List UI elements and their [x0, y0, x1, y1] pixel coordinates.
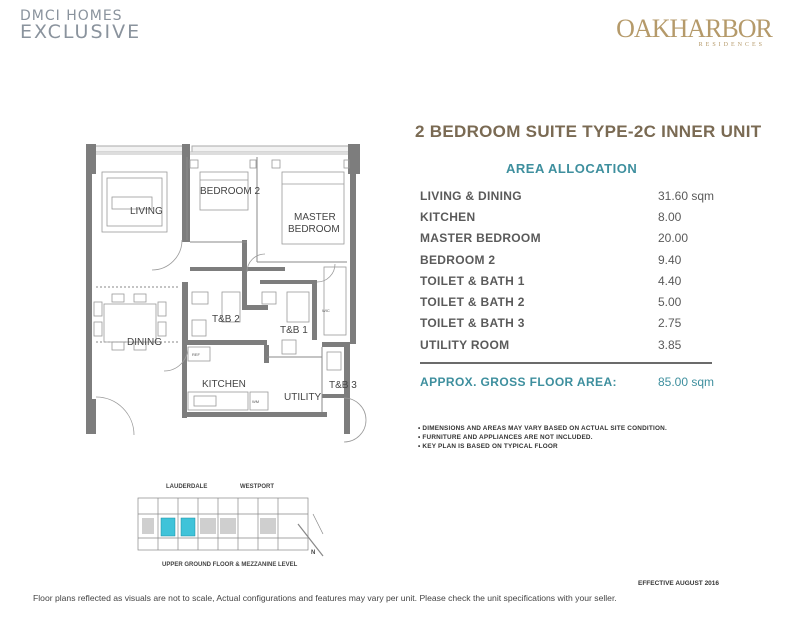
- gross-floor-area-label: APPROX. GROSS FLOOR AREA:: [420, 375, 617, 389]
- plan-label-ref: REF: [192, 352, 200, 357]
- area-row: [420, 228, 720, 249]
- keyplan-level-label: UPPER GROUND FLOOR & MEZZANINE LEVEL: [162, 562, 298, 568]
- plan-label-kitchen: KITCHEN: [202, 379, 246, 390]
- key-plan: [128, 472, 328, 572]
- keyplan-unit-highlight: [161, 518, 175, 536]
- area-row: [420, 270, 720, 291]
- footer-disclaimer: Floor plans reflected as visuals are not to scale, Actual configurations and features may vary per unit. Please check the unit specifications with your seller.: [33, 593, 617, 603]
- unit-title: 2 BEDROOM SUITE TYPE-2C INNER UNIT: [415, 122, 762, 141]
- area-row: [420, 291, 720, 312]
- area-value: 3.85: [658, 337, 682, 352]
- area-row: [420, 206, 720, 227]
- plan-label-bedroom2: BEDROOM 2: [200, 186, 261, 197]
- note-item: • KEY PLAN IS BASED ON TYPICAL FLOOR: [418, 443, 558, 450]
- plan-label-dining: DINING: [127, 337, 162, 348]
- area-row: [420, 249, 720, 270]
- dmci-logo-line2: EXCLUSIVE: [20, 21, 142, 43]
- area-allocation-heading: AREA ALLOCATION: [506, 161, 638, 176]
- area-label: KITCHEN: [420, 209, 476, 224]
- area-label: LIVING & DINING: [420, 188, 522, 203]
- plan-label-master-line2: BEDROOM: [288, 224, 340, 235]
- plan-label-tb1: T&B 1: [280, 325, 308, 336]
- north-arrow-icon: N: [311, 550, 316, 556]
- plan-label-utility: UTILITY: [284, 392, 322, 403]
- area-label: UTILITY ROOM: [420, 337, 510, 352]
- table-divider: [420, 362, 712, 364]
- oakharbor-logo-sub: RESIDENCES: [698, 42, 765, 48]
- keyplan-label-lauderdale: LAUDERDALE: [166, 484, 208, 490]
- oakharbor-logo-main: OAKHARBOR: [616, 14, 772, 43]
- area-label: TOILET & BATH 2: [420, 295, 525, 310]
- keyplan-unit-highlight: [181, 518, 195, 536]
- area-value: 5.00: [658, 295, 682, 310]
- note-item: • DIMENSIONS AND AREAS MAY VARY BASED ON ACTUAL SITE CONDITION.: [418, 425, 667, 432]
- floor-plan: [82, 142, 368, 446]
- area-label: BEDROOM 2: [420, 252, 496, 267]
- gross-floor-area: [420, 375, 720, 389]
- effective-date: EFFECTIVE AUGUST 2016: [638, 580, 720, 587]
- area-label: MASTER BEDROOM: [420, 231, 541, 246]
- area-label: TOILET & BATH 1: [420, 273, 525, 288]
- note-item: • FURNITURE AND APPLIANCES ARE NOT INCLUDED.: [418, 434, 593, 441]
- plan-label-wm: WM: [252, 399, 260, 404]
- area-allocation-table: [420, 185, 720, 355]
- area-value: 8.00: [658, 209, 682, 224]
- gross-floor-area-value: 85.00 sqm: [658, 375, 715, 389]
- plan-label-tb2: T&B 2: [212, 314, 240, 325]
- dmci-logo-line1: DMCI HOMES: [20, 8, 123, 24]
- plan-label-living: LIVING: [130, 206, 163, 217]
- keyplan-label-westport: WESTPORT: [240, 484, 274, 490]
- area-value: 20.00: [658, 231, 689, 246]
- dmci-logo: [20, 8, 160, 43]
- area-row: [420, 313, 720, 334]
- area-value: 2.75: [658, 316, 682, 331]
- plan-label-master-line1: MASTER: [294, 212, 336, 223]
- disclaimer-notes: [418, 424, 758, 451]
- oakharbor-logo: [609, 16, 779, 48]
- keyplan-drawing: [128, 494, 328, 562]
- area-value: 9.40: [658, 252, 682, 267]
- area-row: [420, 185, 720, 206]
- area-value: 31.60 sqm: [658, 188, 715, 203]
- area-label: TOILET & BATH 3: [420, 316, 525, 331]
- plan-label-wic: WIC: [322, 308, 330, 313]
- area-value: 4.40: [658, 273, 682, 288]
- area-row: [420, 334, 720, 355]
- plan-label-tb3: T&B 3: [329, 380, 357, 391]
